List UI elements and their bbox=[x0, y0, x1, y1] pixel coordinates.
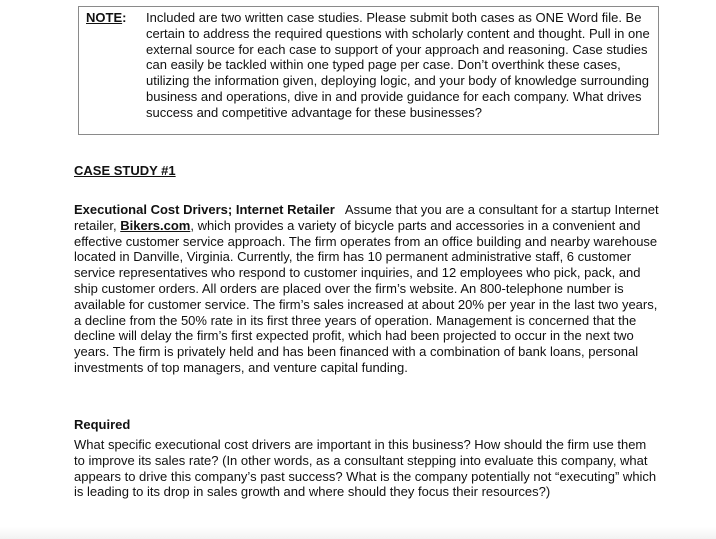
case-study-intro: Assume that you are a consultant for a startup Internet retailer, bbox=[74, 202, 663, 233]
company-link[interactable]: Bikers.com bbox=[120, 217, 191, 233]
case-study-paragraph bbox=[74, 202, 663, 376]
case-study-body: , which provides a variety of bicycle parts and accessories in a convenient and effective customer service approach. The firm operates from an office building and nearby warehouse located in Danville, Virginia. Currently, the firm has 10 permanent administrative staff, 6 customer service representatives who respond to customer inquiries, and 12 employees who pick, pack, and ship customer orders. All orders are placed over the firm’s website. An 800-telephone number is available for customer service. The firm’s sales increased at about 20% per year in the last two years, a decline from the 50% rate in its first three years of operation. Management is concerned that the decline will delay the firm’s first expected profit, which had been projected to occur in the next two years. The firm is privately held and has been financed with a combination of bank loans, personal investments of top managers, and venture capital funding. bbox=[74, 217, 658, 375]
page-bottom-edge bbox=[0, 527, 716, 539]
case-study-title: Executional Cost Drivers; Internet Retailer bbox=[74, 202, 335, 217]
case-study-heading: CASE STUDY #1 bbox=[74, 163, 176, 178]
note-text: Included are two written case studies. Please submit both cases as ONE Word file. Be certain to address the required questions with scholarly content and thought. Pull in one external source for each case to support of your approach and reasoning. Case studies can easily be tackled within one typed page per case. Don’t overthink these cases, utilizing the information given, deploying logic, and your body of knowledge surrounding business and operations, dive in and provide guidance for each company. What drives success and competitive advantage for these businesses? bbox=[146, 10, 650, 120]
required-text: What specific executional cost drivers are important in this business? How should the firm use them to improve its sales rate? (In other words, as a consultant stepping into evaluate this company, what appears to drive this company’s past success? What is the company potentially not “executing” which is leading to its drop in sales growth and where should they focus their resources?) bbox=[74, 437, 657, 500]
note-label-colon: : bbox=[122, 10, 127, 25]
note-box bbox=[78, 6, 659, 135]
note-label bbox=[86, 10, 126, 26]
note-label-text: NOTE bbox=[86, 10, 123, 25]
required-heading: Required bbox=[74, 417, 131, 432]
